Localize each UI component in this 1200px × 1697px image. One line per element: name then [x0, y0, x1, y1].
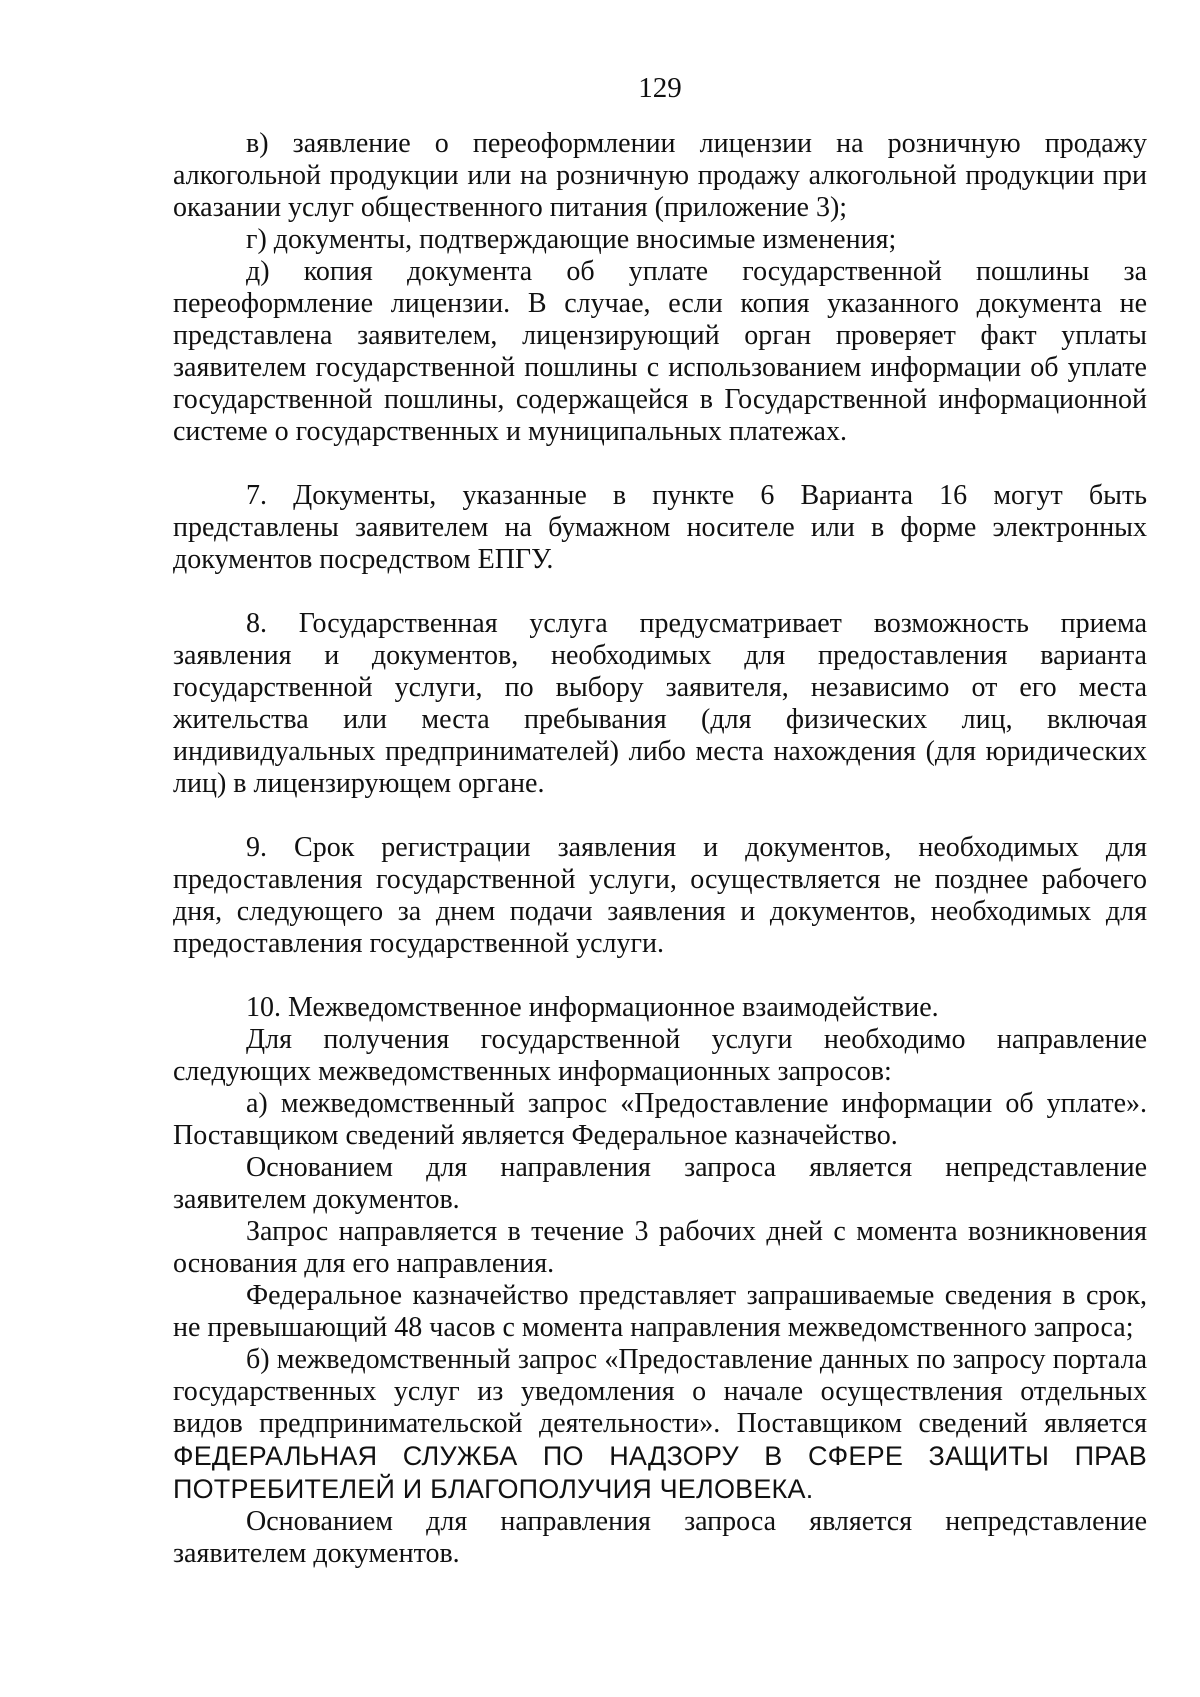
agency-name: ФЕДЕРАЛЬНАЯ СЛУЖБА ПО НАДЗОРУ В СФЕРЕ ЗАЩИТЫ ПРАВ ПОТРЕБИТЕЛЕЙ И БЛАГОПОЛУЧИЯ ЧЕЛОВЕКА.	[173, 1441, 1147, 1504]
paragraph-10-b-basis: Основанием для направления запроса является непредставление заявителем документов.	[173, 1506, 1147, 1569]
paragraph-item-d: д) копия документа об уплате государственной пошлины за переоформление лицензии. В случае, если копия указанного документа не представлена заявителем, лицензирующий орган проверяет факт уплаты заявителем государственной пошлины с использованием информации об уплате государственной пошлины, содержащейся в Государственной информационной системе о государственных и муниципальных платежах.	[173, 256, 1147, 447]
paragraph-10-a-term: Запрос направляется в течение 3 рабочих дней с момента возникновения основания для его направления.	[173, 1216, 1147, 1279]
paragraph-10-a-response: Федеральное казначейство представляет запрашиваемые сведения в срок, не превышающий 48 часов с момента направления межведомственного запроса;	[173, 1280, 1147, 1343]
paragraph-10-a-basis: Основанием для направления запроса является непредставление заявителем документов.	[173, 1152, 1147, 1215]
paragraph-10-b-text: б) межведомственный запрос «Предоставление данных по запросу портала государственных услуг из уведомления о начале осуществления отдельных видов предпринимательской деятельности». Поставщиком сведений является	[173, 1344, 1147, 1439]
paragraph-9: 9. Срок регистрации заявления и документов, необходимых для предоставления государственной услуги, осуществляется не позднее рабочего дня, следующего за днем подачи заявления и документов, необходимых для предоставления государственной услуги.	[173, 832, 1147, 959]
paragraph-10-item-a: а) межведомственный запрос «Предоставление информации об уплате». Поставщиком сведений является Федеральное казначейство.	[173, 1088, 1147, 1151]
paragraph-10-title: 10. Межведомственное информационное взаимодействие.	[246, 992, 939, 1023]
paragraph-8: 8. Государственная услуга предусматривает возможность приема заявления и документов, необходимых для предоставления варианта государственной услуги, по выбору заявителя, независимо от его места жительства или места пребывания (для физических лиц, включая индивидуальных предпринимателей) либо места нахождения (для юридических лиц) в лицензирующем органе.	[173, 608, 1147, 799]
document-body	[173, 128, 1147, 1570]
paragraph-10-item-b	[173, 1344, 1147, 1506]
paragraph-item-v: в) заявление о переоформлении лицензии на розничную продажу алкогольной продукции или на розничную продажу алкогольной продукции при оказании услуг общественного питания (приложение 3);	[173, 128, 1147, 223]
paragraph-item-g: г) документы, подтверждающие вносимые изменения;	[246, 224, 897, 255]
page-number: 129	[638, 72, 682, 104]
paragraph-7: 7. Документы, указанные в пункте 6 Варианта 16 могут быть представлены заявителем на бумажном носителе или в форме электронных документов посредством ЕПГУ.	[173, 480, 1147, 575]
paragraph-10-intro: Для получения государственной услуги необходимо направление следующих межведомственных информационных запросов:	[173, 1024, 1147, 1087]
